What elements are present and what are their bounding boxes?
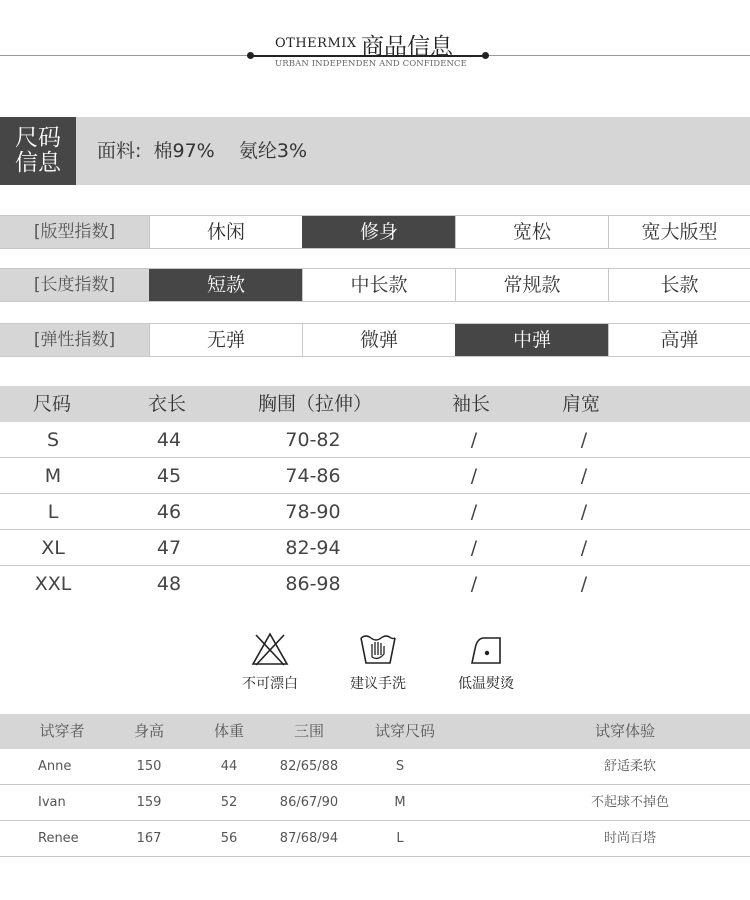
fit-option-casual: 休闲 [149, 216, 302, 248]
fit-option-slim: 修身 [302, 216, 455, 248]
size-cell: XL [41, 537, 65, 559]
care-hand-wash [342, 631, 414, 693]
sleeve-cell: / [470, 573, 478, 595]
chest-cell: 70-82 [285, 429, 341, 451]
fit-option-loose: 宽松 [455, 216, 608, 248]
header-rule-left [0, 55, 250, 56]
size-col-length: 衣长 [148, 393, 187, 415]
size-row [0, 530, 750, 566]
fit-col-measurements: 三围 [293, 722, 324, 740]
size-col-shoulder: 肩宽 [562, 393, 601, 415]
stretch-index-row [0, 323, 750, 357]
chest-cell: 78-90 [285, 501, 341, 523]
low-iron-icon [466, 631, 506, 667]
shoulder-cell: / [580, 501, 588, 523]
experience-cell: 舒适柔软 [603, 759, 656, 774]
header-dot-right [482, 52, 489, 59]
height-cell: 167 [136, 831, 162, 846]
experience-cell: 时尚百塔 [603, 831, 656, 846]
fitting-row [0, 821, 750, 857]
size-row [0, 422, 750, 458]
stretch-option-slight: 微弹 [302, 324, 455, 356]
brand-slogan: URBAN INDEPENDEN AND CONFIDENCE [275, 59, 467, 69]
size-info-label-line2: 信息 [15, 150, 61, 176]
hand-wash-icon [358, 631, 398, 667]
care-low-iron-label: 低温熨烫 [458, 676, 514, 692]
measurements-cell: 82/65/88 [279, 759, 339, 774]
fit-col-weight: 体重 [213, 722, 244, 740]
size-cell: S [46, 429, 60, 451]
shoulder-cell: / [580, 573, 588, 595]
shoulder-cell: / [580, 465, 588, 487]
size-col-sleeve: 袖长 [452, 393, 491, 415]
fit-col-height: 身高 [133, 722, 164, 740]
shoulder-cell: / [580, 429, 588, 451]
fit-col-tester: 试穿者 [39, 722, 85, 740]
fitting-row [0, 785, 750, 821]
care-no-bleach-label: 不可漂白 [242, 676, 298, 692]
header-rule-right [486, 55, 750, 56]
chest-cell: 74-86 [285, 465, 341, 487]
length-cell: 47 [156, 537, 182, 559]
section-title: 商品信息 [361, 34, 453, 60]
weight-cell: 56 [220, 831, 238, 846]
sleeve-cell: / [470, 429, 478, 451]
shoulder-cell: / [580, 537, 588, 559]
care-no-bleach [234, 631, 306, 693]
length-cell: 48 [156, 573, 182, 595]
length-cell: 44 [156, 429, 182, 451]
size-col-chest: 胸围（拉伸） [258, 393, 373, 415]
size-table-header [0, 386, 750, 422]
stretch-option-none: 无弹 [149, 324, 302, 356]
fit-col-size: 试穿尺码 [374, 722, 435, 740]
care-low-iron [450, 631, 522, 693]
length-index-row [0, 268, 750, 302]
size-cell: XXL [34, 573, 72, 595]
height-cell: 159 [136, 795, 162, 810]
care-hand-wash-label: 建议手洗 [350, 676, 406, 692]
tried-size-cell: S [395, 759, 405, 774]
size-info-label-line1: 尺码 [15, 125, 61, 151]
tester-cell: Renee [38, 831, 79, 846]
length-option-short: 短款 [149, 269, 302, 301]
fit-index-label: [版型指数] [0, 216, 149, 248]
size-row [0, 494, 750, 530]
size-row [0, 566, 750, 602]
size-col-size: 尺码 [33, 393, 72, 415]
fitting-row [0, 749, 750, 785]
stretch-option-medium: 中弹 [455, 324, 608, 356]
sleeve-cell: / [470, 465, 478, 487]
fabric-composition: 面料: 棉97% 氨纶3% [97, 140, 308, 162]
length-option-long: 长款 [608, 269, 750, 301]
fit-index-row [0, 215, 750, 249]
chest-cell: 86-98 [285, 573, 341, 595]
length-cell: 45 [156, 465, 182, 487]
fit-option-oversize: 宽大版型 [608, 216, 750, 248]
height-cell: 150 [136, 759, 162, 774]
measurements-cell: 87/68/94 [279, 831, 339, 846]
stretch-index-label: [弹性指数] [0, 324, 149, 356]
sleeve-cell: / [470, 501, 478, 523]
length-option-mid: 中长款 [302, 269, 455, 301]
size-info-label [0, 117, 76, 185]
brand-name: OTHERMIX [275, 36, 357, 51]
size-cell: M [44, 465, 62, 487]
weight-cell: 52 [220, 795, 238, 810]
stretch-option-high: 高弹 [608, 324, 750, 356]
no-bleach-icon [250, 631, 290, 667]
chest-cell: 82-94 [285, 537, 341, 559]
tester-cell: Anne [38, 759, 72, 774]
tried-size-cell: L [396, 831, 404, 846]
tester-cell: Ivan [38, 795, 66, 810]
sleeve-cell: / [470, 537, 478, 559]
weight-cell: 44 [220, 759, 238, 774]
tried-size-cell: M [394, 795, 406, 810]
size-cell: L [47, 501, 59, 523]
experience-cell: 不起球不掉色 [590, 795, 669, 810]
size-row [0, 458, 750, 494]
fit-col-experience: 试穿体验 [594, 722, 655, 740]
length-index-label: [长度指数] [0, 269, 149, 301]
measurements-cell: 86/67/90 [279, 795, 339, 810]
length-cell: 46 [156, 501, 182, 523]
length-option-regular: 常规款 [455, 269, 608, 301]
header-dot-left [247, 52, 254, 59]
